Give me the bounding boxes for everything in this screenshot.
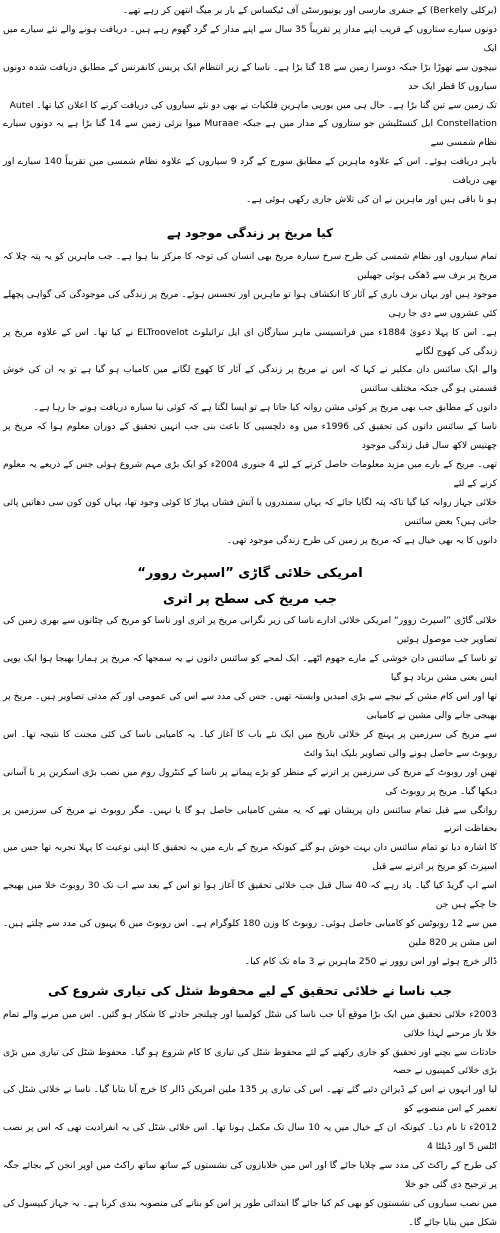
spirit-rover-paragraph [3, 612, 497, 971]
intro-paragraph [3, 0, 497, 210]
text-line: خلائی جہاز روانہ کیا گیا تاکہ پتہ لگایا جائے کہ یہاں سمندروں یا آتش فشاں پہاڑ کا کوئی وجود تھا، یہاں کون کون سی دھاتیں پائی جاتی ہیں؟ بعض سائنس [3, 497, 497, 527]
text-line: لیا اور انہوں نے اس کے ڈیزائن دئیے گئے تھے۔ اس کی تیاری پر 135 ملین امریکن ڈالر کا خرچ آنا بتایا گیا۔ ناسا نے خلائی شٹل کی تعمیر کے اس منصوبے کو [3, 1084, 497, 1115]
text-line: 2003ء خلائی تحقیق میں ایک بڑا موقع آیا جب ناسا کی شٹل کولمبیا اور چیلنجر حادثے کا شکار ہو گئیں۔ اس میں مرنے والے تمام خلا باز مرحبے لہذا خلائی [3, 1008, 497, 1039]
text-line: دونوں سیارے ستاروں کے قریب اپنے مدار پر تقریباً 35 سال سے اپنے مدار کے گرد گھوم رہے ہیں۔ دریافت ہونے والے نئے سیارے میں ایک [3, 23, 497, 54]
text-line: باہر دریافت ہوئے۔ اس کے علاوہ ماہرین کے مطابق سورج کے گرد 9 سیاروں کے علاوہ نظام شمسی میں تقریباً 140 سیارے اور بھی دریافت [3, 156, 497, 187]
text-line: Constellation ایل کنسٹلیشن جو ستاروں کے مدار میں ہے جبکہ Muraae میوا برئی زمین سے 14 گنا بڑا ہے یہ دونوں سیارے نظام شمسی سے [3, 118, 497, 149]
text-line: اسے اپ گریڈ کیا گیا۔ یاد رہے کہ 40 سال قبل جب خلائی تحقیق کا آغاز ہوا تو اس کے بعد سے اب تک 30 روبوٹ خلا میں بھیجے جا چکے ہیں جن [3, 880, 497, 911]
section-heading-safe-shuttle: جب ناسا نے خلائی تحقیق کے لیے محفوظ شٹل کی تیاری شروع کی [48, 982, 452, 998]
text-line: روانگی سے قبل تمام سائنس دان پریشان تھے کہ یہ مشن کامیابی حاصل ہو گا یا نہیں۔ مگر روبوٹ نے مریخ کی سرزمین پر بحفاظت اترنے [3, 804, 497, 835]
text-line: تک زمین سے تین گنا بڑا ہے۔ حال ہی میں یورپی ماہرین فلکیات نے بھی دو نئے سیاروں کی دریافت کرنے کا اعلان کیا تھا۔ Autel [9, 99, 497, 111]
text-line: ڈالر خرچ ہوئے اور اس روور نے 250 ماہرین نے 3 ماہ تک کام کیا۔ [244, 955, 497, 967]
text-line: والے ایک سائنس دان مکلیر نے کہا کہ اس نے مریخ پر زندگی کے آثار کا کھوج لگانے میں کامیاب ہو گیا ہے تو یہ ان کی خوش قسمتی ہو گی جبکہ مختلف سائنس [3, 365, 497, 395]
text-line: 2012ء تا نام دیا۔ کیونکہ ان کے خیال میں یہ 10 سال تک مکمل ہونا تھا۔ اس خلائی شٹل کی یہ انفرادیت تھی کہ اس پر نصب اٹلس 5 اور ڈیلٹا 4 [3, 1122, 497, 1153]
text-line: ناسا کے سائنس دانوں کی تحقیق کی 1996ء میں وہ دلچسپی کا باعث بنی جب انہیں تحقیق کے دوران معلوم ہوا کہ مریخ پر چھتیس لاکھ سال قبل زندگی موجود [3, 422, 497, 452]
text-line: (برکلی Berkely) کے جنفری مارسی اور یونیورسٹی آف ٹیکساس کے بار بر میگ انتھن کر رہے تھے۔ [122, 5, 497, 16]
life-on-mars-paragraph [3, 248, 497, 551]
text-line: دانوں کا یہ بھی خیال ہے کہ مریخ پر زمین کی طرح زندگی موجود تھی۔ [226, 535, 497, 546]
text-line: تو ناسا کے سائنس دان خوشی کے مارے جھوم اٹھے۔ ایک لمحے کو سائنس دانوں نے یہ سمجھا کہ مریخ پر ہمارا بھیجا ہوا ایک یوپی ایس یعنی مشن برباد ہو گیا [3, 653, 497, 684]
text-line: تمام سیاروں اور نظام شمسی کی طرح سرخ سیارہ مریخ بھی انسان کی توجہ کا مرکز بنا ہوا ہے۔ جب ماہرین کو یہ پتہ چلا کہ مریخ پر برف سے ڈھکی ہوئی جھیلیں [3, 251, 497, 281]
text-line: خلائی گاڑی ”اسپرٹ روور“ امریکی خلائی ادارے ناسا کی زیر نگرانی مریخ پر اتری اور ناسا کو مریخ کی چٹانوں سے بھری زمین کی تصاویر جب موصول ہوئیں [3, 615, 497, 646]
text-line: تھیں اور روبوٹ کے مریخ کی سرزمین پر اترنے کے منظر کو بڑے پیمانے پر ناسا کے کنٹرول روم میں نصب بڑی اسکرین پر با آسانی دیکھا گیا۔ مریخ پر روبوٹ کی [3, 766, 497, 797]
text-line: موجود ہیں اور یہاں برف باری کے آثار کا انکشاف ہوا تو ماہرین اور تجسس ہوئے۔ مریخ پر زندگی کی موجودگی کی گواہی پچھلے کئی عشروں سے دی جا رہی [3, 289, 497, 319]
text-line: حادثات سے بچنے اور تحقیق کو جاری رکھنے کے لئے محفوظ شٹل کی تیاری کا کام شروع ہو گیا۔ محفوظ شٹل کی تیاری میں بڑی بڑی خلائی کمپنیوں نے حصہ [3, 1046, 497, 1077]
section-heading-spirit-rover: امریکی خلائی گاڑی ”اسپرٹ روور“ [137, 566, 363, 582]
text-line: سے مریخ کی سرزمین پر پہنچ کر خلائی تاریخ میں ایک نئے باب کا آغاز کیا۔ یہ کامیابی ناسا کی کئی محنت کا نتیجہ تھا۔ اس روبوٹ سے حاصل ہونے والی تصاویر بلیک اینڈ وائٹ [3, 728, 497, 759]
text-line: میں نصب سیاروں کی نشستوں کو بھی کم کیا جائے گا ابتدائی طور پر اس کو بنانے کی منصوبہ بندی کرنا ہے۔ یہ جہاز کیپسول کی شکل میں بنایا جائے گا۔ [2, 1197, 497, 1228]
text-line: کی طرح کے راکٹ کی مدد سے چلایا جائے گا اور اس میں خلابازوں کی نشستوں کے ساتھ ساتھ راکٹ میں اوپر انجن کے بجائے جگہ پر ترجیح دی گئی جو خلا [3, 1159, 497, 1190]
text-line: ہو نا باقی ہیں اور ماہرین نے ان کی تلاش جاری رکھی ہوئی ہے۔ [246, 194, 497, 206]
text-line: تھی۔ مریخ کے بارے میں مزید معلومات حاصل کرنے کے لئے 4 جنوری 2004ء کو ایک بڑی مہم شروع ہوئی جس کے ذریعے یہ معلوم کرنے کے لئے [3, 459, 497, 489]
text-line: میں سے 12 روبوٹس کو کامیابی حاصل ہوئی۔ روبوٹ کا وزن 180 کلوگرام ہے۔ اس روبوٹ میں 6 پہیوں کی مدد سے چلتے ہیں۔ اس مشن پر 820 ملین [3, 917, 497, 948]
section-heading-life-on-mars: کیا مریخ پر زندگی موجود ہے [166, 225, 334, 240]
text-line: نیپچون سے تھوڑا بڑا جبکہ دوسرا زمین سے 18 گنا بڑا ہے۔ ناسا کے زیر انتظام ایک پریس کانفرنس کے مطابق دریافت شدہ دونوں سیاروں کا قطر ایک حد [3, 61, 498, 92]
text-line: ہے۔ اس کا پہلا دعویٰ 1884ء میں فرانسیسی ماہر سیارگان ای ایل ترائیلوٹ ELTroovelot نے کیا تھا۔ اس کے علاوہ مریخ پر زندگی کی کھوج لگانے [3, 327, 497, 357]
safe-shuttle-paragraph [3, 1006, 497, 1233]
text-line: کا اشارہ دیا تو تمام سائنس دان بہت خوش ہو گئے کیونکہ مریخ کے بارے میں یہ تحقیق کا اپنی نوعیت کا پہلا تجربہ تھا جس میں اسپرٹ کو مریخ پر اترنے سے قبل [3, 842, 497, 873]
section-subheading-landing: جب مریخ کی سطح پر اتری [163, 592, 337, 608]
text-line: تھا اور اس کام مشن کے نیچے سے بڑی امیدیں وابستہ تھیں۔ جس کی مدد سے اس کی عمومی اور کم مدتی تصاویر ہیں۔ مریخ پر بھیجی جانے والی مشین نے کامیابی [3, 691, 497, 721]
text-line: دانوں کے مطابق جب بھی مریخ پر کوئی مشن روانہ کیا جاتا ہے تو ایسا لگتا ہے کہ کوئی نیا سیارہ دریافت ہونے جا رہا ہے۔ [33, 403, 497, 414]
